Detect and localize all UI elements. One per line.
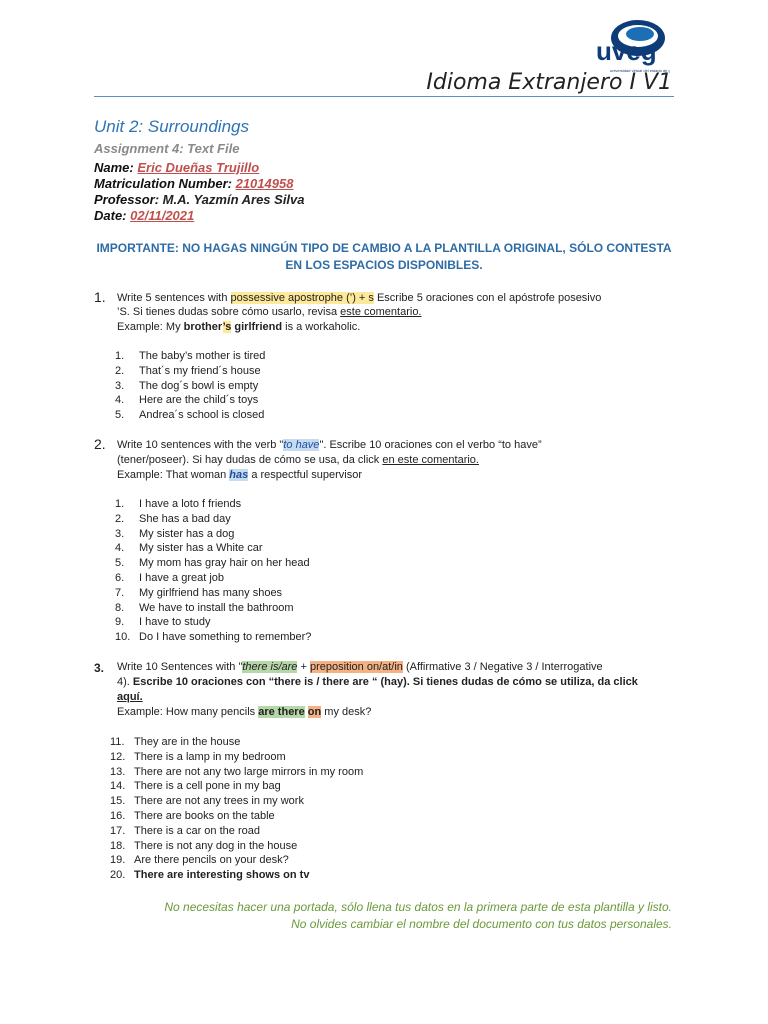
q3-aqui-link[interactable]: aquí. xyxy=(117,691,143,703)
q1-answer-list xyxy=(115,349,265,423)
list-item xyxy=(110,853,363,868)
list-item-text: My girlfriend has many shoes xyxy=(139,586,283,599)
q3-line2-pre: 4). xyxy=(117,676,133,688)
important-notice xyxy=(94,240,674,274)
list-item xyxy=(110,839,363,854)
q2-comment-link[interactable]: en este comentario. xyxy=(382,454,479,466)
q1-example xyxy=(117,320,360,335)
list-item-text: There is not any dog in the house xyxy=(134,839,298,852)
matriculation-row xyxy=(94,176,293,191)
list-item xyxy=(115,364,265,379)
list-item xyxy=(110,794,363,809)
list-item-number: 1. xyxy=(115,350,125,362)
uveg-logo xyxy=(588,12,670,78)
q2-answer-list xyxy=(115,497,311,645)
list-item-text: I have to study xyxy=(139,616,211,629)
q2-post: ". Escribe 10 oraciones con el verbo “to have” xyxy=(319,439,542,451)
q1-example-girlfriend: girlfriend xyxy=(231,321,283,333)
list-item xyxy=(115,601,311,616)
list-item-text: There are not any trees in my work xyxy=(134,795,304,808)
q1-number: 1. xyxy=(94,289,106,305)
list-item xyxy=(115,393,265,408)
list-item-number: 18. xyxy=(110,839,126,852)
list-item xyxy=(110,765,363,780)
list-item-text: There is a lamp in my bedroom xyxy=(134,750,286,763)
list-item-number: 1. xyxy=(115,498,125,510)
q3-highlight-preposition: preposition on/at/in xyxy=(309,661,403,673)
list-item-number: 12. xyxy=(110,750,126,763)
list-item-text: She has a bad day xyxy=(139,512,231,525)
list-item-number: 19. xyxy=(110,854,126,867)
q3-prompt xyxy=(117,660,603,675)
list-item-number: 16. xyxy=(110,809,126,822)
list-item-number: 7. xyxy=(115,586,125,599)
list-item-text: There is a cell pone in my bag xyxy=(134,780,281,793)
list-item xyxy=(115,556,311,571)
q1-highlight: possessive apostrophe (’) + s xyxy=(230,292,374,304)
list-item xyxy=(115,497,311,512)
list-item xyxy=(110,809,363,824)
list-item-text: Here are the child´s toys xyxy=(139,394,259,407)
important-line-2: EN LOS ESPACIOS DISPONIBLES. xyxy=(285,258,483,272)
list-item-text: My mom has gray hair on her head xyxy=(139,557,310,570)
list-item-text: The baby’s mother is tired xyxy=(139,350,266,362)
list-item xyxy=(110,868,363,883)
list-item-text: There are books on the table xyxy=(134,809,275,822)
list-item-text: Are there pencils on your desk? xyxy=(134,854,289,867)
list-item-text: That´s my friend´s house xyxy=(139,364,261,377)
footer-note-2: No olvides cambiar el nombre del documento con tus datos personales. xyxy=(291,917,672,931)
list-item-number: 10. xyxy=(115,631,131,644)
q2-pre: Write 10 sentences with the verb " xyxy=(117,439,284,451)
list-item-text: Do I have something to remember? xyxy=(139,631,312,644)
list-item-number: 5. xyxy=(115,409,125,422)
q2-highlight: to have xyxy=(283,439,320,451)
list-item-number: 2. xyxy=(115,364,125,377)
name-label: Name: xyxy=(94,160,134,175)
date-value: 02/11/2021 xyxy=(130,208,195,223)
q3-example-on: on xyxy=(307,706,322,718)
list-item xyxy=(110,750,363,765)
logo-text: uveg xyxy=(596,36,657,66)
q3-pre: Write 10 Sentences with " xyxy=(117,661,243,673)
list-item xyxy=(115,586,311,601)
list-item-number: 15. xyxy=(110,795,126,808)
name-row xyxy=(94,160,259,175)
list-item xyxy=(115,630,311,645)
professor-row xyxy=(94,192,305,207)
assignment-subtitle: Assignment 4: Text File xyxy=(94,141,240,156)
list-item-text: There are interesting shows on tv xyxy=(134,869,310,882)
list-item-text: They are in the house xyxy=(134,736,241,748)
list-item-text: I have a loto f friends xyxy=(139,498,242,510)
list-item xyxy=(110,779,363,794)
q3-example-are-there: are there xyxy=(258,706,305,718)
list-item-number: 17. xyxy=(110,824,126,837)
list-item-number: 14. xyxy=(110,780,126,793)
q2-example xyxy=(117,468,362,483)
header-rule xyxy=(94,96,674,97)
q1-example-post: is a workaholic. xyxy=(282,321,361,333)
list-item xyxy=(115,512,311,527)
list-item-number: 3. xyxy=(115,527,125,540)
q3-line2-bold: Escribe 10 oraciones con “there is / there are “ (hay). Si tienes dudas de cómo se utiliza, da click xyxy=(132,676,638,688)
matriculation-value: 21014958 xyxy=(235,176,294,191)
q1-example-pre: Example: My xyxy=(117,321,184,333)
q1-example-word: brother xyxy=(183,321,223,333)
list-item-text: There is a car on the road xyxy=(134,824,260,837)
matriculation-label: Matriculation Number: xyxy=(94,176,232,191)
list-item xyxy=(115,571,311,586)
q2-example-pre: Example: That woman xyxy=(117,469,230,481)
list-item-text: We have to install the bathroom xyxy=(139,601,294,614)
document-header-title: Idioma Extranjero I V1 xyxy=(426,70,672,95)
q2-prompt-line2 xyxy=(117,453,479,468)
list-item xyxy=(115,527,311,542)
professor-label: Professor: xyxy=(94,192,160,207)
q2-line2-text: (tener/poseer). Si hay dudas de cómo se usa, da click xyxy=(117,454,383,466)
q3-answer-list xyxy=(110,735,363,883)
list-item-number: 13. xyxy=(110,765,126,778)
footer-note-1: No necesitas hacer una portada, sólo llena tus datos en la primera parte de esta plantilla y listo. xyxy=(164,900,672,914)
list-item-text: The dog´s bowl is empty xyxy=(139,379,259,392)
q3-post: (Affirmative 3 / Negative 3 / Interrogative xyxy=(402,661,603,673)
list-item xyxy=(115,541,311,556)
list-item-number: 9. xyxy=(115,616,125,629)
list-item-number: 8. xyxy=(115,601,125,614)
q1-line2-text: ’S. Si tienes dudas sobre cómo usarlo, revisa xyxy=(117,306,341,318)
q3-plus: + xyxy=(297,661,310,673)
list-item-text: My sister has a White car xyxy=(139,542,263,555)
list-item-number: 6. xyxy=(115,571,125,584)
q2-prompt xyxy=(117,438,542,453)
list-item-number: 3. xyxy=(115,379,125,392)
q1-pre: Write 5 sentences with xyxy=(117,292,231,304)
date-label: Date: xyxy=(94,208,127,223)
q1-prompt xyxy=(117,291,601,306)
list-item-number: 4. xyxy=(115,542,125,555)
list-item xyxy=(110,735,363,750)
unit-title: Unit 2: Surroundings xyxy=(94,117,249,136)
q1-prompt-line2 xyxy=(117,305,422,320)
list-item-number: 4. xyxy=(115,394,125,407)
date-row xyxy=(94,208,194,223)
q3-prompt-line2 xyxy=(117,675,638,690)
important-line-1: IMPORTANTE: NO HAGAS NINGÚN TIPO DE CAMBIO A LA PLANTILLA ORIGINAL, SÓLO CONTESTA xyxy=(96,241,672,255)
professor-value: M.A. Yazmín Ares Silva xyxy=(162,192,305,207)
list-item-text: My sister has a dog xyxy=(139,527,235,540)
q1-post: Escribe 5 oraciones con el apóstrofe posesivo xyxy=(373,292,602,304)
list-item-text: I have a great job xyxy=(139,571,225,584)
q2-number: 2. xyxy=(94,436,106,452)
list-item-number: 20. xyxy=(110,869,126,882)
q3-number: 3. xyxy=(94,661,105,675)
q1-example-apostrophe: ’s xyxy=(222,321,232,333)
name-value: Eric Dueñas Trujillo xyxy=(137,160,260,175)
list-item-text: Andrea´s school is closed xyxy=(139,409,265,422)
q3-example-post: my desk? xyxy=(321,706,372,718)
q3-highlight-there-is-are: there is/are xyxy=(242,661,298,673)
logo-subtext: universidad virtual del estado de xyxy=(610,68,668,73)
q1-comment-link[interactable]: este comentario. xyxy=(340,306,422,318)
list-item xyxy=(110,824,363,839)
list-item xyxy=(115,349,265,364)
q2-example-post: a respectful supervisor xyxy=(248,469,362,481)
list-item xyxy=(115,615,311,630)
list-item xyxy=(115,379,265,394)
list-item-number: 5. xyxy=(115,557,125,570)
list-item-text: There are not any two large mirrors in my room xyxy=(134,765,364,778)
q3-prompt-line3 xyxy=(117,690,143,705)
q3-example xyxy=(117,705,371,720)
q2-example-word: has xyxy=(229,469,249,481)
list-item-number: 2. xyxy=(115,512,125,525)
list-item xyxy=(115,408,265,423)
list-item-number: 11. xyxy=(110,736,125,748)
q3-example-pre: Example: How many pencils xyxy=(117,706,259,718)
